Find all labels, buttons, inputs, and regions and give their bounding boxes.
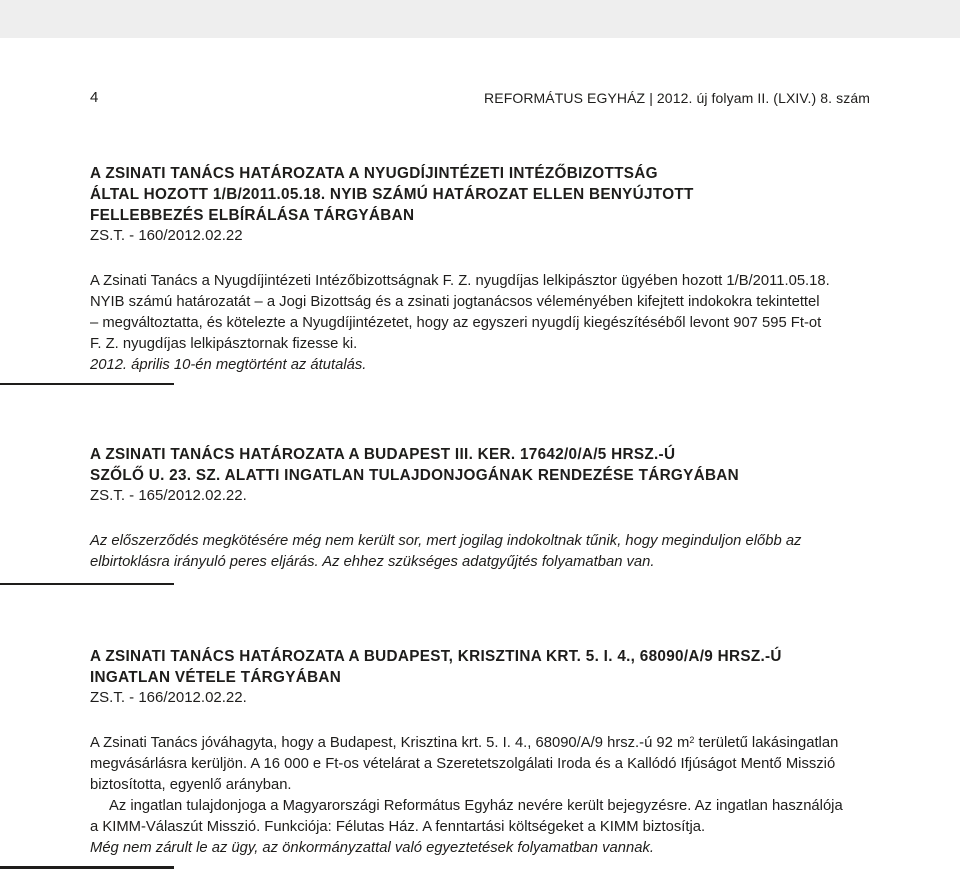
resolution-reference: ZS.T. - 160/2012.02.22 [90,227,243,244]
resolution-section-2 [90,444,870,573]
body-line: Az előszerződés megkötésére még nem került sor, mert jogilag indokoltnak tűnik, hogy meginduljon előbb az [90,533,802,549]
body-line: a KIMM-Válaszút Misszió. Funkciója: Félutas Ház. A fenntartási költségeket a KIMM biztosítja. [90,819,706,835]
body-line: NYIB számú határozatát – a Jogi Bizottság és a zsinati jogtanácsos véleményében kifejtett indokokra tekintettel [90,294,820,310]
body-line: – megváltoztatta, és kötelezte a Nyugdíjintézetet, hogy az egyszeri nyugdíj kiegészítéséből levont 907 595 Ft-ot [90,315,822,331]
section-divider [0,866,174,869]
resolution-reference: ZS.T. - 166/2012.02.22. [90,689,247,706]
body-line: F. Z. nyugdíjas lelkipásztornak fizesse ki. [90,336,358,352]
body-line: Az ingatlan tulajdonjoga a Magyarországi Református Egyház nevére került bejegyzésre. Az ingatlan használója [109,798,843,814]
page-number: 4 [90,89,99,106]
section-title-line: A ZSINATI TANÁCS HATÁROZATA A BUDAPEST, KRISZTINA KRT. 5. I. 4., 68090/A/9 HRSZ.-Ú [90,648,782,665]
body-line [90,733,870,754]
section-divider [0,583,174,585]
resolution-reference: ZS.T. - 165/2012.02.22. [90,487,247,504]
section-title-line: FELLEBBEZÉS ELBÍRÁLÁSA TÁRGYÁBAN [90,207,415,224]
section-title-line: INGATLAN VÉTELE TÁRGYÁBAN [90,669,342,686]
superscript-unit: 2 [689,735,695,745]
section-divider [0,383,174,385]
body-line: megvásárlásra kerüljön. A 16 000 e Ft-os vételárat a Szeretetszolgálati Iroda és a Kallódó Ifjúságot Mentő Misszió [90,756,836,772]
body-line: biztosította, egyenlő arányban. [90,777,292,793]
body-text: A Zsinati Tanács jóváhagyta, hogy a Budapest, Krisztina krt. 5. I. 4., 68090/A/9 hrsz.-ú 92 m [90,735,690,751]
status-note: Még nem zárult le az ügy, az önkormányzattal való egyeztetések folyamatban vannak. [90,840,654,856]
body-line: A Zsinati Tanács a Nyugdíjintézeti Intézőbizottságnak F. Z. nyugdíjas lelkipásztor ügyében hozott 1/B/2011.05.18. [90,273,830,289]
resolution-section-3 [90,646,870,859]
section-title-line: SZŐLŐ U. 23. SZ. ALATTI INGATLAN TULAJDONJOGÁNAK RENDEZÉSE TÁRGYÁBAN [90,467,740,484]
body-text: területű lakásingatlan [694,735,839,751]
running-header: REFORMÁTUS EGYHÁZ | 2012. új folyam II. (LXIV.) 8. szám [484,90,870,106]
section-title-line: ÁLTAL HOZOTT 1/B/2011.05.18. NYIB SZÁMÚ HATÁROZAT ELLEN BENYÚJTOTT [90,186,694,203]
section-title-line: A ZSINATI TANÁCS HATÁROZATA A NYUGDÍJINTÉZETI INTÉZŐBIZOTTSÁG [90,165,658,182]
top-margin-band [0,0,960,38]
transfer-note: 2012. április 10-én megtörtént az átutalás. [90,357,367,373]
section-title-line: A ZSINATI TANÁCS HATÁROZATA A BUDAPEST III. KER. 17642/0/A/5 HRSZ.-Ú [90,446,676,463]
resolution-section-1 [90,163,870,376]
body-line: elbirtoklásra irányuló peres eljárás. Az ehhez szükséges adatgyűjtés folyamatban van. [90,554,655,570]
